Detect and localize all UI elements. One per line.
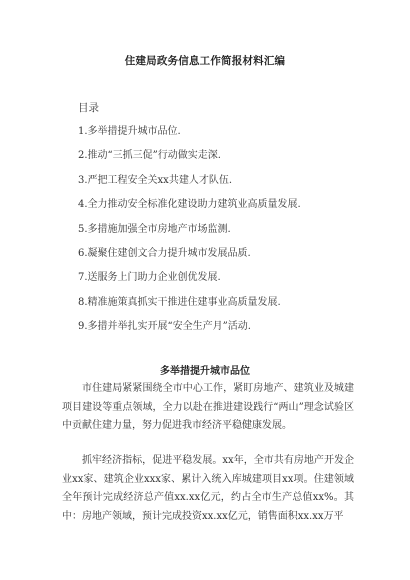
toc-item: 2.推动“三抓三促”行动做实走深. xyxy=(78,150,221,162)
toc-item: 7.送服务上门助力企业创优发展. xyxy=(78,272,221,284)
section-title: 多举措提升城市品位 xyxy=(160,366,250,377)
toc-item: 1.多举措提升城市品位. xyxy=(78,126,181,137)
body-paragraph: 抓牢经济指标，促进平稳发展。xx年，全市共有房地产开发企业xx家、建筑企业xxx家、累计入统入库城建项目xx项。住建领域全年预计完成经济总产值xx.xx亿元，约占全市生产总值xx%。其中：房地产领域，预计完成投资xx.xx亿元，销售面积xx.xx万平 xyxy=(62,455,354,522)
toc-item: 4.全力推动安全标准化建设助力建筑业高质量发展. xyxy=(78,199,301,211)
toc-item: 9.多措并举扎实开展“安全生产月”活动. xyxy=(78,321,251,333)
table-of-contents xyxy=(78,125,378,345)
toc-item: 8.精准施策真抓实干推进住建事业高质量发展. xyxy=(78,296,281,308)
toc-item: 3.严把工程安全关xx共建人才队伍. xyxy=(78,174,232,186)
toc-heading: 目录 xyxy=(78,102,99,114)
document-title: 住建局政务信息工作简报材料汇编 xyxy=(124,55,286,67)
body-paragraph: 市住建局紧紧围绕全市中心工作，紧盯房地产、建筑业及城建项目建设等重点领域，全力以赴在推进建设践行“两山”理念试验区中贡献住建力量，努力促进我市经济平稳健康发展。 xyxy=(62,383,354,431)
toc-item: 5.多措施加强全市房地产市场监测. xyxy=(78,223,231,235)
toc-item: 6.凝聚住建创文合力提升城市发展品质. xyxy=(78,247,251,259)
